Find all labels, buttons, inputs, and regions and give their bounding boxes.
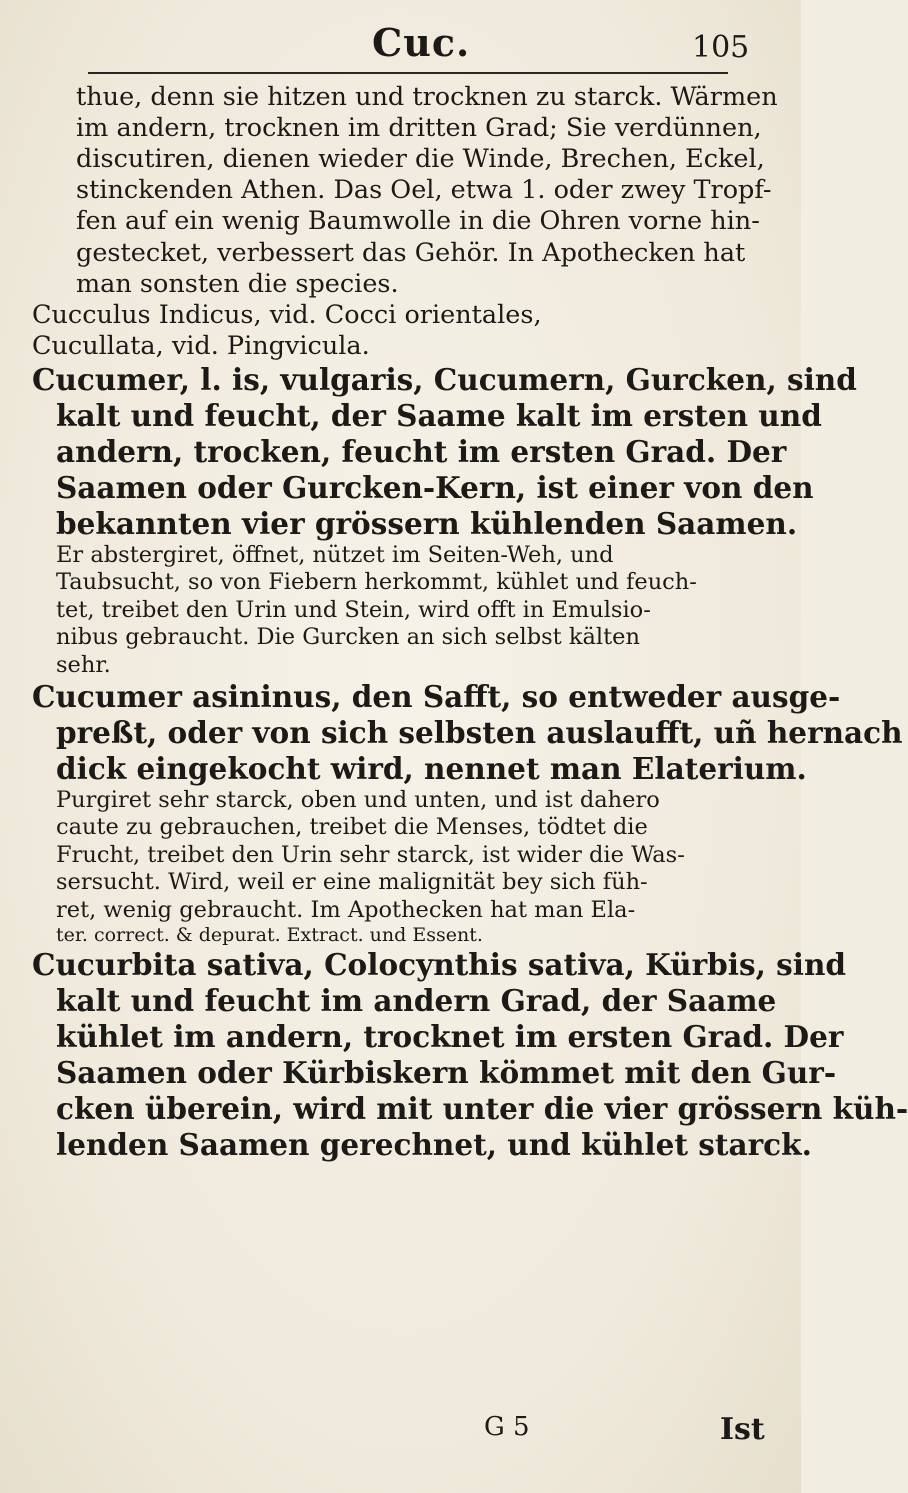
text-line: Frucht, treibet den Urin sehr starck, ist wider die Was- [56,841,685,868]
text-line: cken überein, wird mit unter die vier grössern küh- [56,1091,908,1127]
text-line: tet, treibet den Urin und Stein, wird offt in Emulsio- [56,596,651,623]
text-line: discutiren, dienen wieder die Winde, Brechen, Eckel, [76,144,765,175]
signature-mark: G 5 [484,1412,530,1442]
entry-heading-line: Cucumer, l. is, vulgaris, Cucumern, Gurcken, sind [32,361,857,397]
text-line: man sonsten die species. [76,268,399,299]
text-line: sehr. [56,651,111,678]
text-line: lenden Saamen gerechnet, und kühlet starck. [56,1127,812,1163]
text-line: ret, wenig gebraucht. Im Apothecken hat man Ela- [56,896,636,923]
text-line: Saamen oder Gurcken-Kern, ist einer von den [56,469,814,505]
text-line: Er abstergiret, öffnet, nützet im Seiten-Weh, und [56,541,614,568]
running-head [0,18,801,68]
entry-heading-line: Cucumer asininus, den Safft, so entweder ausge- [32,679,841,715]
page-number: 105 [692,30,750,65]
text-line: nibus gebraucht. Die Gurcken an sich selbst kälten [56,624,640,651]
text-line: preßt, oder von sich selbsten auslaufft, uñ hernach [56,715,903,751]
text-line: caute zu gebrauchen, treibet die Menses, tödtet die [56,814,648,841]
text-line: bekannten vier grössern kühlenden Saamen. [56,505,798,541]
text-line: kalt und feucht, der Saame kalt im ersten und [56,397,822,433]
entry-heading-line: Cucullata, vid. Pingvicula. [32,330,370,361]
header-rule [88,72,728,74]
text-line: thue, denn sie hitzen und trocknen zu starck. Wärmen [76,82,778,112]
text-line: dick eingekocht wird, nennet man Elaterium. [56,751,807,787]
text-line: ter. correct. & depurat. Extract. und Essent. [56,924,483,947]
text-line: fen auf ein wenig Baumwolle in die Ohren vorne hin- [76,206,760,237]
entry-heading-line: Cucculus Indicus, vid. Cocci orientales, [32,299,542,330]
text-line: Taubsucht, so von Fiebern herkommt, kühlet und feuch- [56,569,697,596]
text-line: kühlet im andern, trocknet im ersten Grad. Der [56,1019,844,1055]
running-head-title: Cuc. [372,20,471,65]
text-line: stinckenden Athen. Das Oel, etwa 1. oder zwey Tropf- [76,175,772,206]
entry-heading-line: Cucurbita sativa, Colocynthis sativa, Kürbis, sind [32,947,847,983]
catchword: Ist [720,1412,765,1447]
text-line: Saamen oder Kürbiskern kömmet mit den Gur- [56,1055,837,1091]
text-line: sersucht. Wird, weil er eine malignität bey sich füh- [56,869,648,896]
text-body [32,82,908,1163]
text-line: gestecket, verbessert das Gehör. In Apothecken hat [76,237,746,268]
text-line: im andern, trocknen im dritten Grad; Sie verdünnen, [76,113,762,144]
text-line: kalt und feucht im andern Grad, der Saame [56,983,777,1019]
text-line: Purgiret sehr starck, oben und unten, und ist dahero [56,787,660,814]
page-footer [0,1412,801,1452]
text-line: andern, trocken, feucht im ersten Grad. Der [56,433,787,469]
